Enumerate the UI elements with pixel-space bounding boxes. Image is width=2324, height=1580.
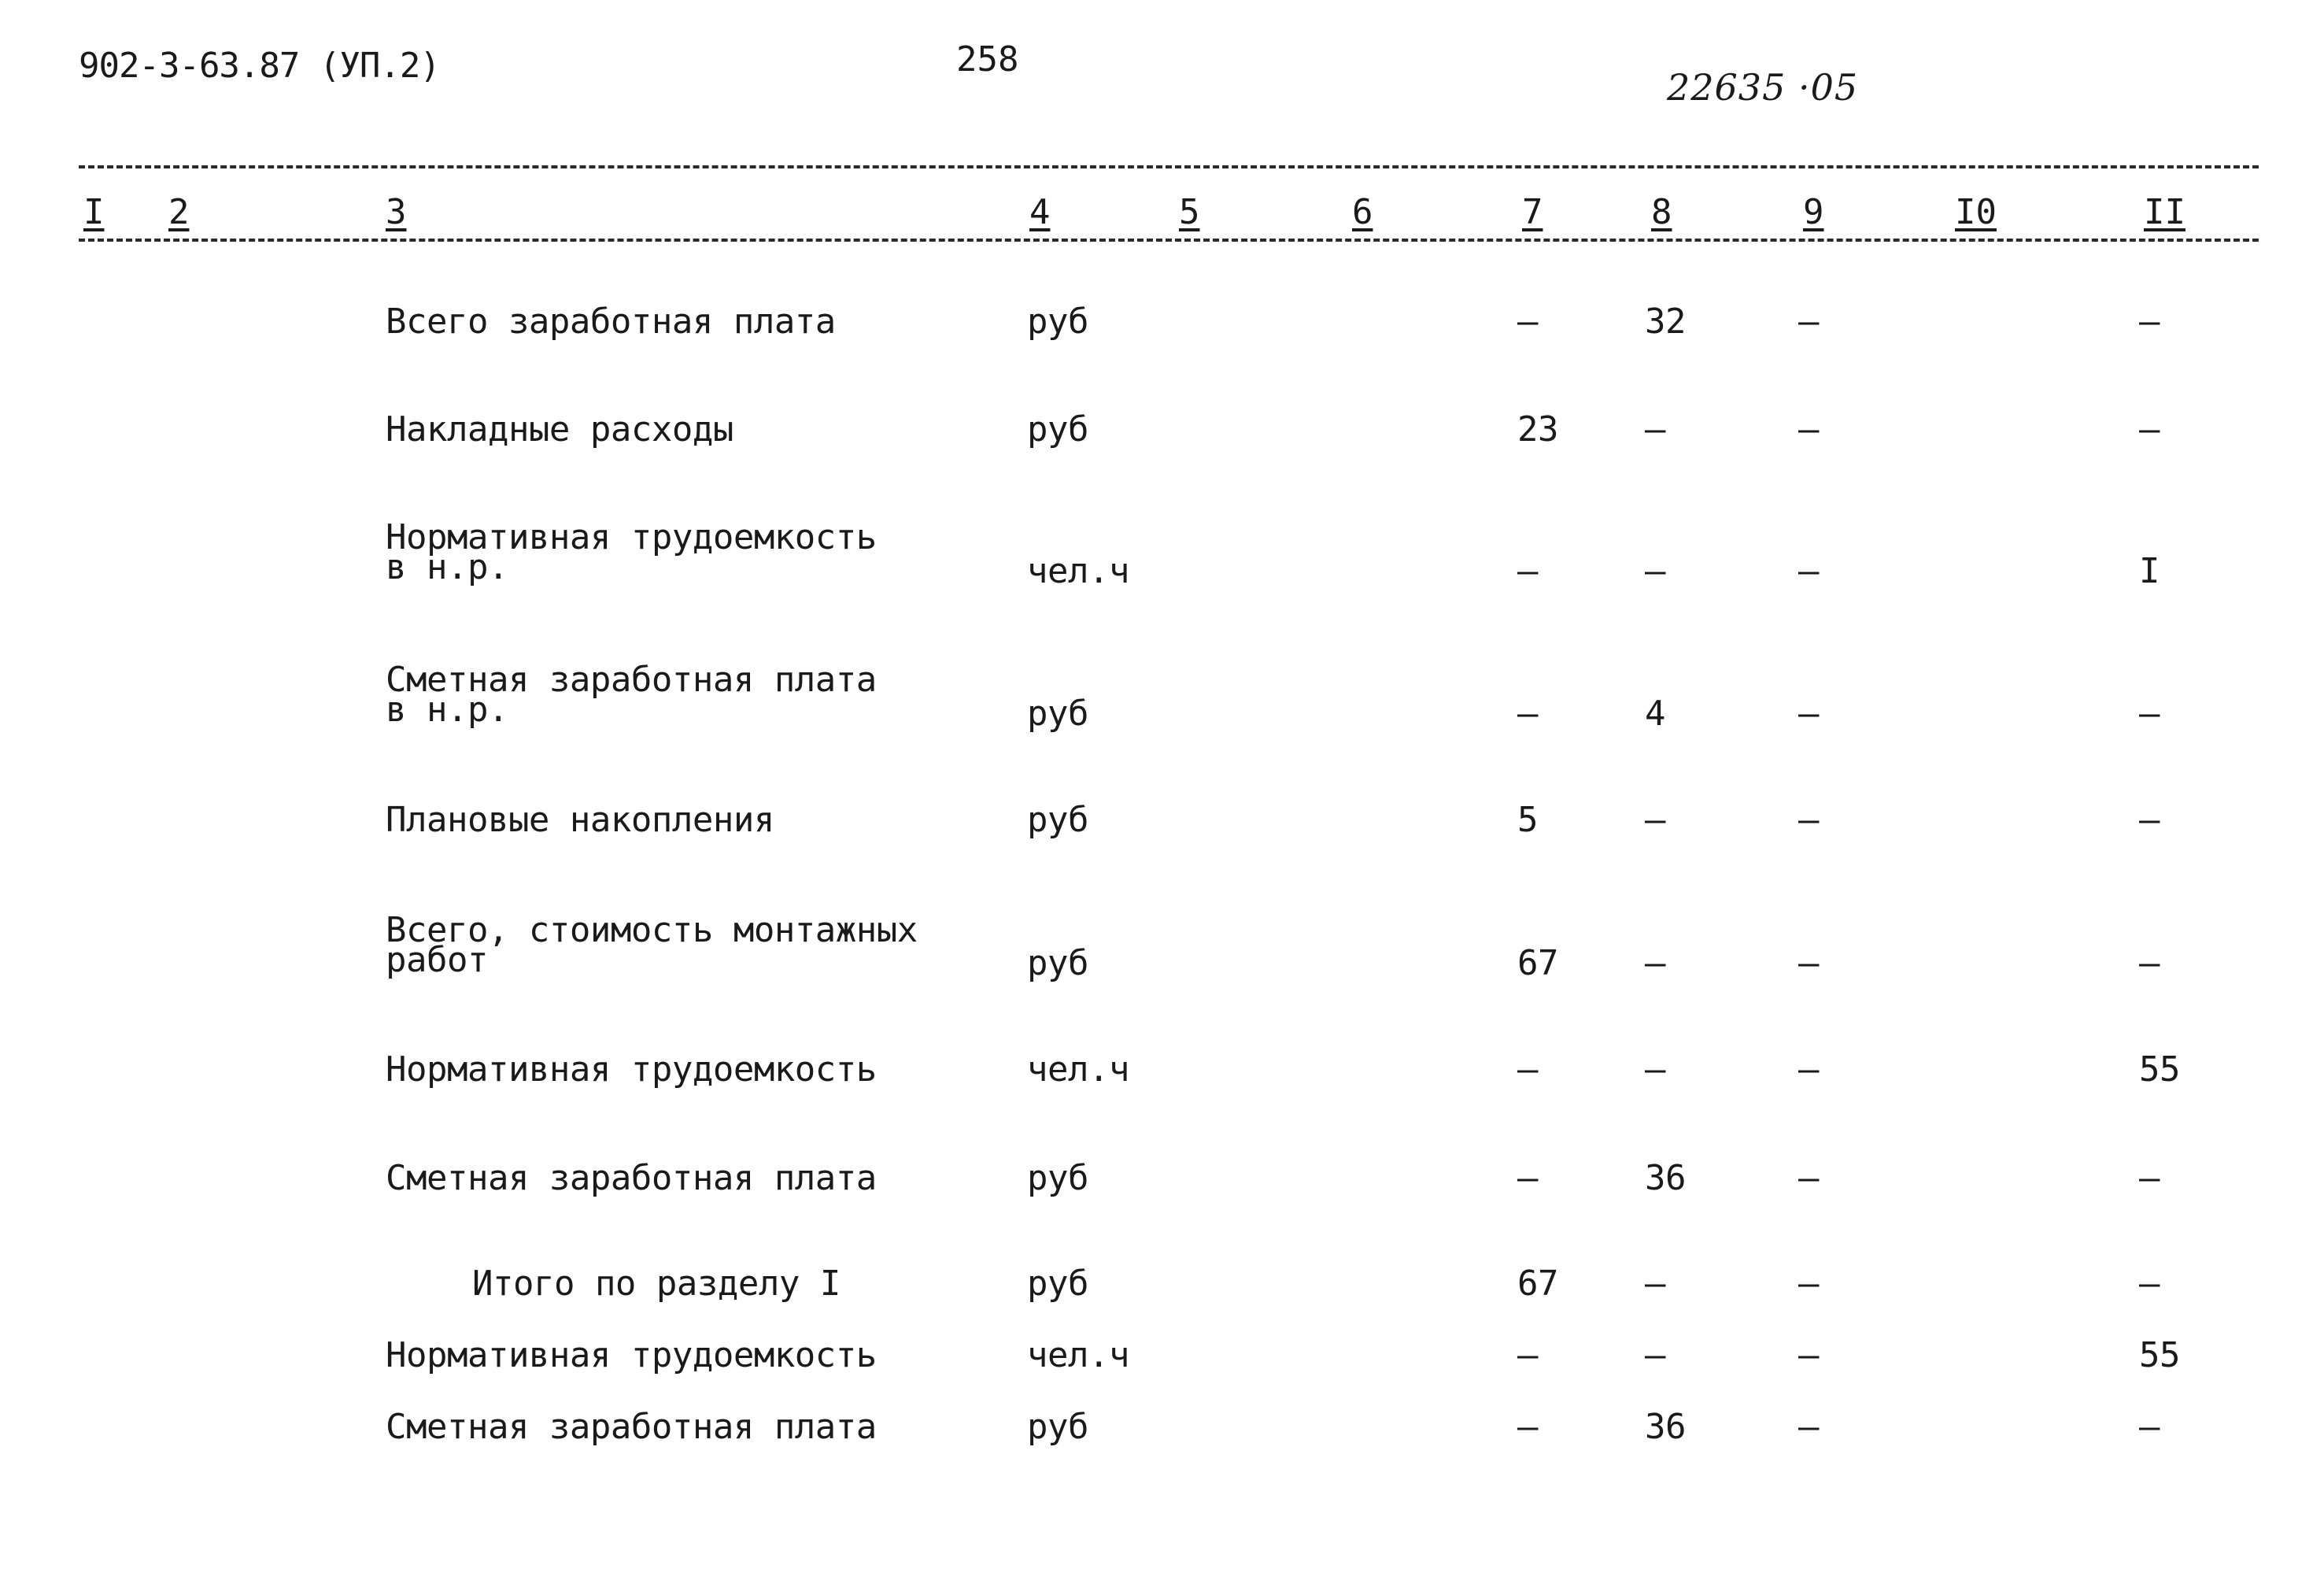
row-name: Накладные расходы — [386, 409, 733, 450]
row-col11: – — [2139, 1158, 2160, 1198]
row-col8: 4 — [1645, 694, 1665, 734]
row-unit: руб — [1027, 1264, 1088, 1304]
row-col9: – — [1798, 1049, 1819, 1090]
row-col7: 5 — [1517, 800, 1538, 840]
row-col8: – — [1645, 943, 1665, 983]
column-numbers-dashed-rule — [79, 239, 2259, 242]
row-unit: чел.ч — [1027, 551, 1129, 591]
row-name: Всего, стоимость монтажных работ — [386, 910, 918, 980]
row-col8: – — [1645, 551, 1665, 591]
row-name: Всего заработная плата — [386, 302, 836, 342]
row-col11: – — [2139, 409, 2160, 450]
column-number-3: 3 — [381, 192, 412, 232]
row-unit: руб — [1027, 800, 1088, 840]
row-col8: 36 — [1645, 1158, 1686, 1198]
row-col7: – — [1517, 1335, 1538, 1375]
row-unit: руб — [1027, 694, 1088, 734]
row-col9: – — [1798, 1335, 1819, 1375]
row-unit: чел.ч — [1027, 1335, 1129, 1375]
column-number-11: II — [2139, 192, 2190, 232]
row-col11: – — [2139, 694, 2160, 734]
column-number-2: 2 — [164, 192, 194, 232]
row-col7: 67 — [1517, 943, 1558, 983]
row-name: Нормативная трудоемкость в н.р. — [386, 517, 877, 587]
row-col9: – — [1798, 1407, 1819, 1447]
column-number-5: 5 — [1174, 192, 1205, 232]
column-number-8: 8 — [1646, 192, 1677, 232]
row-col8: – — [1645, 800, 1665, 840]
row-col7: 67 — [1517, 1264, 1558, 1304]
row-col9: – — [1798, 1264, 1819, 1304]
row-name: Плановые накопления — [386, 800, 774, 840]
row-name: Сметная заработная плата в н.р. — [386, 660, 877, 730]
row-unit: руб — [1027, 943, 1088, 983]
row-col9: – — [1798, 694, 1819, 734]
row-col11: – — [2139, 943, 2160, 983]
row-col11: 55 — [2139, 1049, 2180, 1090]
row-col8: – — [1645, 1264, 1665, 1304]
section-total-label: Итого по разделу I — [472, 1264, 841, 1304]
row-name: Сметная заработная плата — [386, 1158, 877, 1198]
row-name: Нормативная трудоемкость — [386, 1049, 877, 1090]
row-col8: 36 — [1645, 1407, 1686, 1447]
row-unit: руб — [1027, 302, 1088, 342]
row-col7: – — [1517, 1158, 1538, 1198]
row-col7: – — [1517, 1049, 1538, 1090]
column-number-10: I0 — [1950, 192, 2001, 232]
column-number-4: 4 — [1025, 192, 1055, 232]
column-number-9: 9 — [1798, 192, 1829, 232]
row-col8: – — [1645, 1049, 1665, 1090]
row-col9: – — [1798, 551, 1819, 591]
row-col11: I — [2139, 551, 2160, 591]
row-col11: 55 — [2139, 1335, 2180, 1375]
row-unit: чел.ч — [1027, 1049, 1129, 1090]
sheet-number: 22635 ·05 — [1667, 66, 1859, 109]
document-code: 902-3-63.87 (УП.2) — [79, 46, 440, 86]
row-col7: – — [1517, 551, 1538, 591]
row-name: Нормативная трудоемкость — [386, 1335, 877, 1375]
row-col11: – — [2139, 800, 2160, 840]
row-col11: – — [2139, 1264, 2160, 1304]
row-col7: – — [1517, 302, 1538, 342]
row-col8: – — [1645, 409, 1665, 450]
row-col11: – — [2139, 302, 2160, 342]
row-unit: руб — [1027, 1407, 1088, 1447]
table-top-dashed-rule — [79, 165, 2259, 168]
row-col8: 32 — [1645, 302, 1686, 342]
row-unit: руб — [1027, 409, 1088, 450]
column-number-7: 7 — [1517, 192, 1548, 232]
column-number-1: I — [79, 192, 109, 232]
row-col7: 23 — [1517, 409, 1558, 450]
row-col7: – — [1517, 694, 1538, 734]
row-col9: – — [1798, 800, 1819, 840]
row-col9: – — [1798, 302, 1819, 342]
row-col11: – — [2139, 1407, 2160, 1447]
row-col9: – — [1798, 1158, 1819, 1198]
column-number-6: 6 — [1347, 192, 1378, 232]
row-name: Сметная заработная плата — [386, 1407, 877, 1447]
page-number: 258 — [956, 39, 1019, 80]
row-col8: – — [1645, 1335, 1665, 1375]
row-col9: – — [1798, 409, 1819, 450]
row-unit: руб — [1027, 1158, 1088, 1198]
row-col9: – — [1798, 943, 1819, 983]
row-col7: – — [1517, 1407, 1538, 1447]
